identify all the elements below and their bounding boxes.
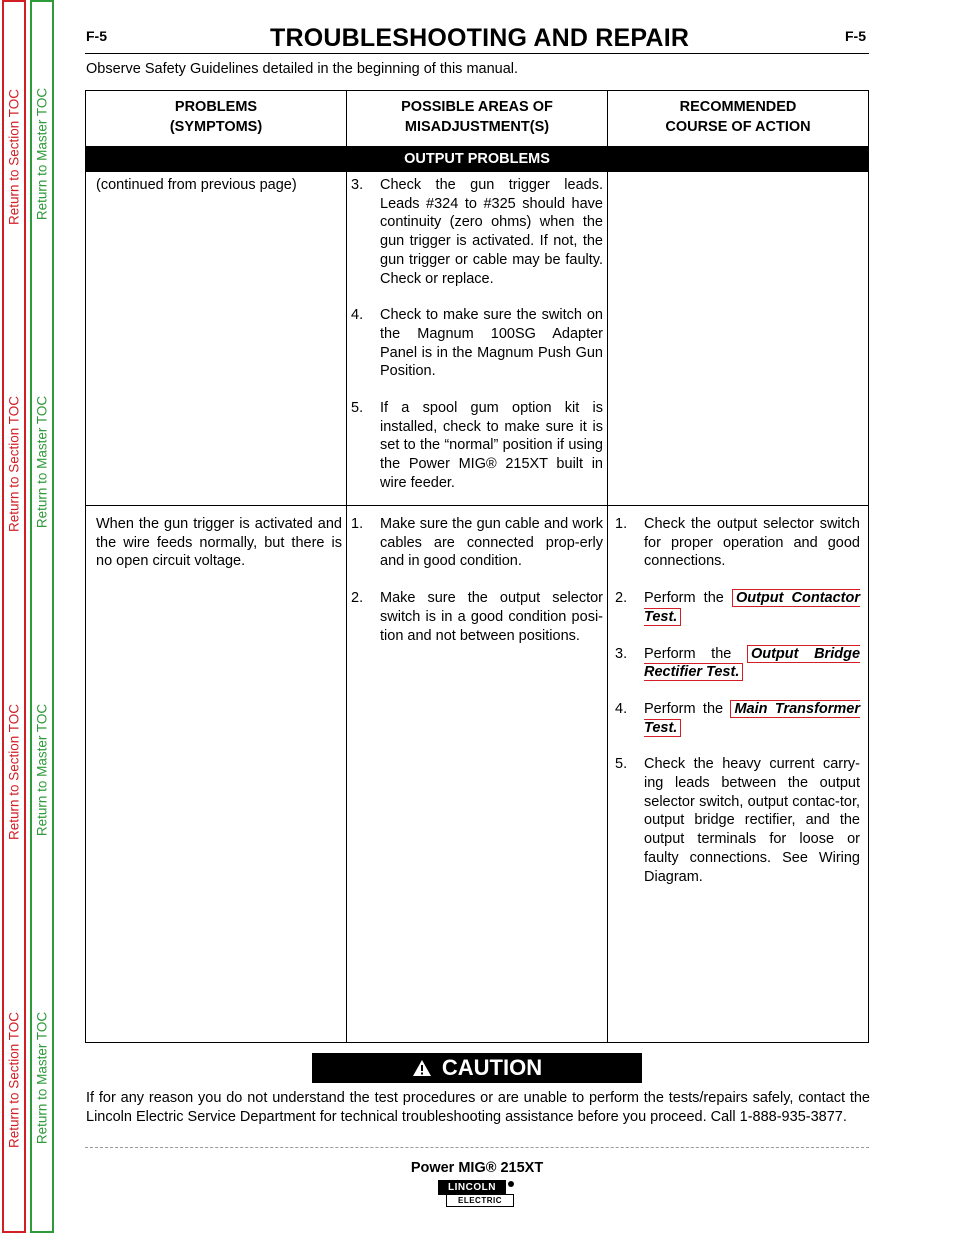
header-divider — [85, 53, 869, 54]
return-to-section-toc-link[interactable]: Return to Section TOC — [6, 395, 22, 533]
main-transformer-test-link[interactable]: Main Transformer Test. — [644, 700, 861, 736]
page-title: TROUBLESHOOTING AND REPAIR — [270, 24, 690, 52]
list-item: 5. If a spool gum option kit is installed, check to make sure it is set to the “normal” position if using the Power MIG® 215XT built in wire feeder. — [351, 400, 603, 491]
return-to-section-toc-link[interactable]: Return to Section TOC — [6, 703, 22, 841]
header-problems-line2: (SYMPTOMS) — [169, 119, 263, 135]
row2-problem: When the gun trigger is activated and the wire feeds normally, but there is no open circuit voltage. — [96, 516, 342, 570]
row2-actions-list — [615, 515, 860, 886]
list-item: 1. Make sure the gun cable and work cables are connected prop-erly and in good condition. — [351, 516, 603, 570]
header-action-line2: COURSE OF ACTION — [665, 119, 811, 135]
caution-banner — [312, 1053, 642, 1083]
list-item: 4. Check to make sure the switch on the Magnum 100SG Adapter Panel is in the Magnum Push Gun Position. — [351, 307, 603, 380]
header-problems-line1: PROBLEMS — [174, 99, 258, 115]
list-item: 2. Make sure the output selector switch is in a good condition posi-tion and not between positions. — [351, 590, 603, 644]
section-toc-bar — [2, 0, 26, 1233]
row1-problem: (continued from previous page) — [96, 177, 297, 193]
caution-text: If for any reason you do not understand the test procedures or are unable to perform the tests/repairs safely, contact the Lincoln Electric Service Department for technical troubleshooting assistance before you proceed. Call 1-888-935-3877. — [86, 1090, 870, 1125]
footer-divider — [85, 1147, 869, 1148]
lincoln-electric-logo — [438, 1180, 516, 1208]
return-to-master-toc-link[interactable]: Return to Master TOC — [34, 395, 50, 529]
footer-model-name: Power MIG® 215XT — [410, 1160, 544, 1176]
list-item: 1. Check the output selector switch for proper operation and good connections. — [615, 516, 860, 570]
page-code-right: F-5 — [845, 28, 866, 44]
list-item: 3. Perform the Output Bridge Rectifier Test. — [615, 645, 861, 681]
logo-bottom-text: ELECTRIC — [446, 1194, 514, 1207]
header-possible-areas — [347, 97, 607, 137]
caution-label: CAUTION — [441, 1055, 543, 1080]
list-item: 3. Check the gun trigger leads. Leads #324 to #325 should have continuity (zero ohms) when the gun trigger is activated. If not, the gun trigger or cable may be faulty. Check or replace. — [351, 177, 603, 287]
header-action-line1: RECOMMENDED — [679, 99, 797, 115]
return-to-master-toc-link[interactable]: Return to Master TOC — [34, 87, 50, 221]
list-item: 5. Check the heavy current carry-ing leads between the output selector switch, output contac-tor, output bridge rectifier, and the output terminals for loose or faulty connections. See Wiring Diagram. — [615, 756, 860, 885]
troubleshooting-table — [85, 90, 869, 1043]
row2-areas-list — [351, 515, 603, 645]
header-recommended-action — [608, 97, 868, 137]
warning-icon — [412, 1059, 432, 1077]
header-areas-line2: MISADJUSTMENT(S) — [404, 119, 550, 135]
return-to-section-toc-link[interactable]: Return to Section TOC — [6, 1011, 22, 1149]
registered-mark-icon — [508, 1181, 514, 1187]
row1-areas-list — [351, 176, 603, 493]
page-code-left: F-5 — [86, 28, 107, 44]
output-bridge-rectifier-test-link[interactable]: Output Bridge Rectifier Test. — [644, 645, 861, 681]
return-to-master-toc-link[interactable]: Return to Master TOC — [34, 703, 50, 837]
list-item: 4. Perform the Main Transformer Test. — [615, 700, 861, 736]
header-problems — [86, 97, 346, 137]
return-to-section-toc-link[interactable]: Return to Section TOC — [6, 88, 22, 226]
section-heading-output-problems: OUTPUT PROBLEMS — [86, 146, 868, 172]
master-toc-bar — [30, 0, 54, 1233]
column-divider — [346, 91, 347, 1042]
column-divider — [607, 91, 608, 1042]
logo-top-text: LINCOLN — [438, 1180, 506, 1195]
return-to-master-toc-link[interactable]: Return to Master TOC — [34, 1011, 50, 1145]
list-item: 2. Perform the Output Contactor Test. — [615, 590, 861, 625]
output-contactor-test-link[interactable]: Output Contactor Test. — [644, 590, 861, 625]
safety-note: Observe Safety Guidelines detailed in the beginning of this manual. — [86, 61, 519, 77]
row-divider — [86, 505, 868, 506]
header-areas-line1: POSSIBLE AREAS OF — [401, 99, 553, 115]
